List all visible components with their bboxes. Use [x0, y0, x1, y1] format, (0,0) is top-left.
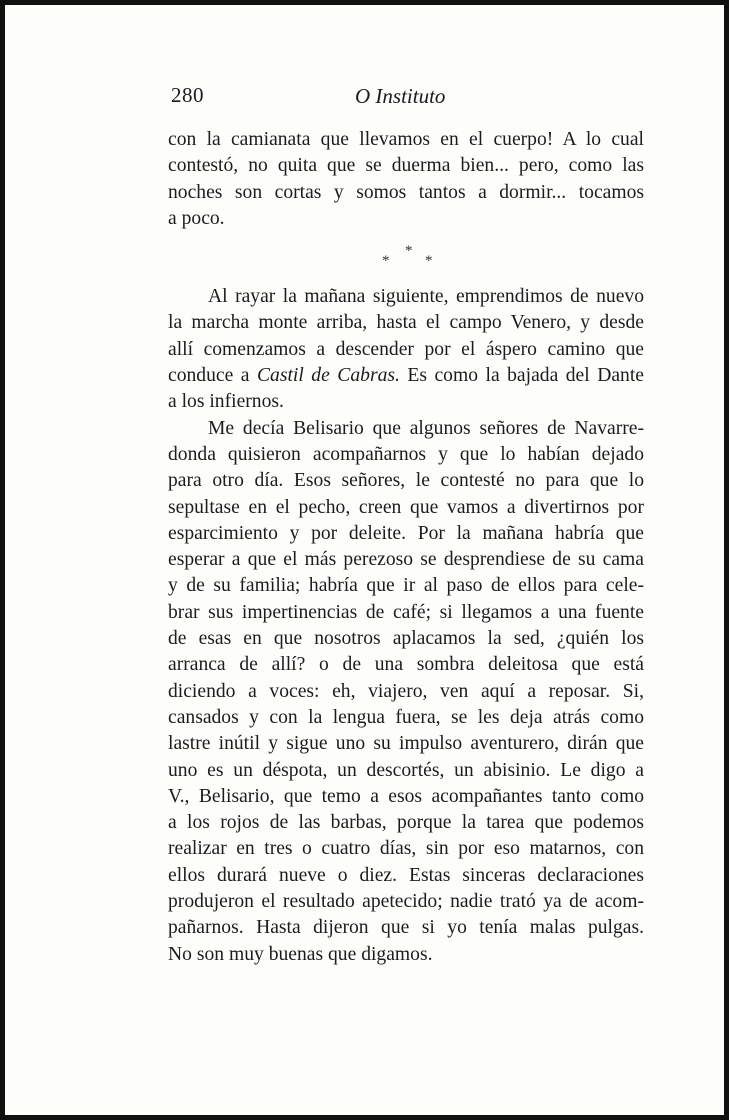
text-line: donda quisieron acompañarnos y que lo habían dejado — [168, 443, 644, 465]
text-line: pañarnos. Hasta dijeron que si yo tenía malas pulgas. — [168, 917, 644, 939]
text-line: Me decía Belisario que algunos señores de Navarre- — [208, 417, 644, 439]
text-line: de esas en que nosotros aplacamos la sed, ¿quién los — [168, 628, 644, 650]
text-line: sepultase en el pecho, creen que vamos a divertirnos por — [168, 496, 644, 518]
text-line: lastre inútil y sigue uno su impulso aventurero, dirán que — [168, 733, 644, 755]
text-line: ellos durará nueve o diez. Estas sinceras declaraciones — [168, 864, 644, 886]
text-line: No son muy buenas que digamos. — [168, 943, 433, 965]
text-line: y de su familia; habría que ir al paso de ellos para cele- — [168, 575, 644, 597]
asterisk-icon: * — [425, 253, 433, 270]
paragraph-2 — [168, 284, 644, 415]
paragraph-1 — [168, 127, 644, 232]
text-line: para otro día. Esos señores, le contesté no para que lo — [168, 470, 644, 492]
text-line: Al rayar la mañana siguiente, emprendimos de nuevo — [208, 286, 644, 308]
text-line: a poco. — [168, 207, 225, 229]
text-line: a los rojos de las barbas, porque la tarea que podemos — [168, 812, 644, 834]
text-line — [168, 363, 644, 389]
text-line: a los infiernos. — [168, 391, 284, 413]
body-text — [168, 127, 644, 968]
section-break — [168, 232, 644, 284]
text-line: cansados y con la lengua fuera, se les deja atrás como — [168, 706, 644, 728]
text-line: allí comenzamos a descender por el áspero camino que — [168, 338, 644, 360]
text-line: con la camianata que llevamos en el cuerpo! A lo cual — [168, 129, 644, 150]
paragraph-3 — [168, 416, 644, 968]
text-line: contestó, no quita que se duerma bien... pero, como las — [168, 155, 644, 177]
text-line: brar sus impertinencias de café; si llegamos a una fuente — [168, 601, 644, 623]
asterisk-icon: * — [382, 253, 390, 270]
text-line: V., Belisario, que temo a esos acompañantes tanto como — [168, 785, 644, 807]
text-line: esperar a que el más perezoso se desprendiese de su cama — [168, 549, 644, 571]
text-fragment: Es como la bajada del Dante — [399, 365, 644, 387]
text-fragment: conduce a — [168, 365, 257, 387]
text-line: realizar en tres o cuatro días, sin por eso matarnos, con — [168, 838, 644, 860]
page-number: 280 — [171, 83, 204, 107]
text-line: uno es un déspota, un descortés, un abisinio. Le digo a — [168, 759, 644, 781]
text-line: esparcimiento y por deleite. Por la mañana habría que — [168, 522, 644, 544]
place-name: Castil de Cabras. — [256, 365, 400, 387]
text-line: diciendo a voces: eh, viajero, ven aquí a reposar. Si, — [168, 680, 644, 702]
asterisk-icon: * — [405, 243, 413, 260]
text-line: produjeron el resultado apetecido; nadie trató ya de acom- — [168, 891, 644, 913]
text-line: noches son cortas y somos tantos a dormir... tocamos — [168, 181, 644, 203]
text-line: arranca de allí? o de una sombra deleitosa que está — [168, 654, 644, 676]
text-line: la marcha monte arriba, hasta el campo Venero, y desde — [168, 312, 644, 334]
running-title: O Instituto — [355, 84, 446, 108]
